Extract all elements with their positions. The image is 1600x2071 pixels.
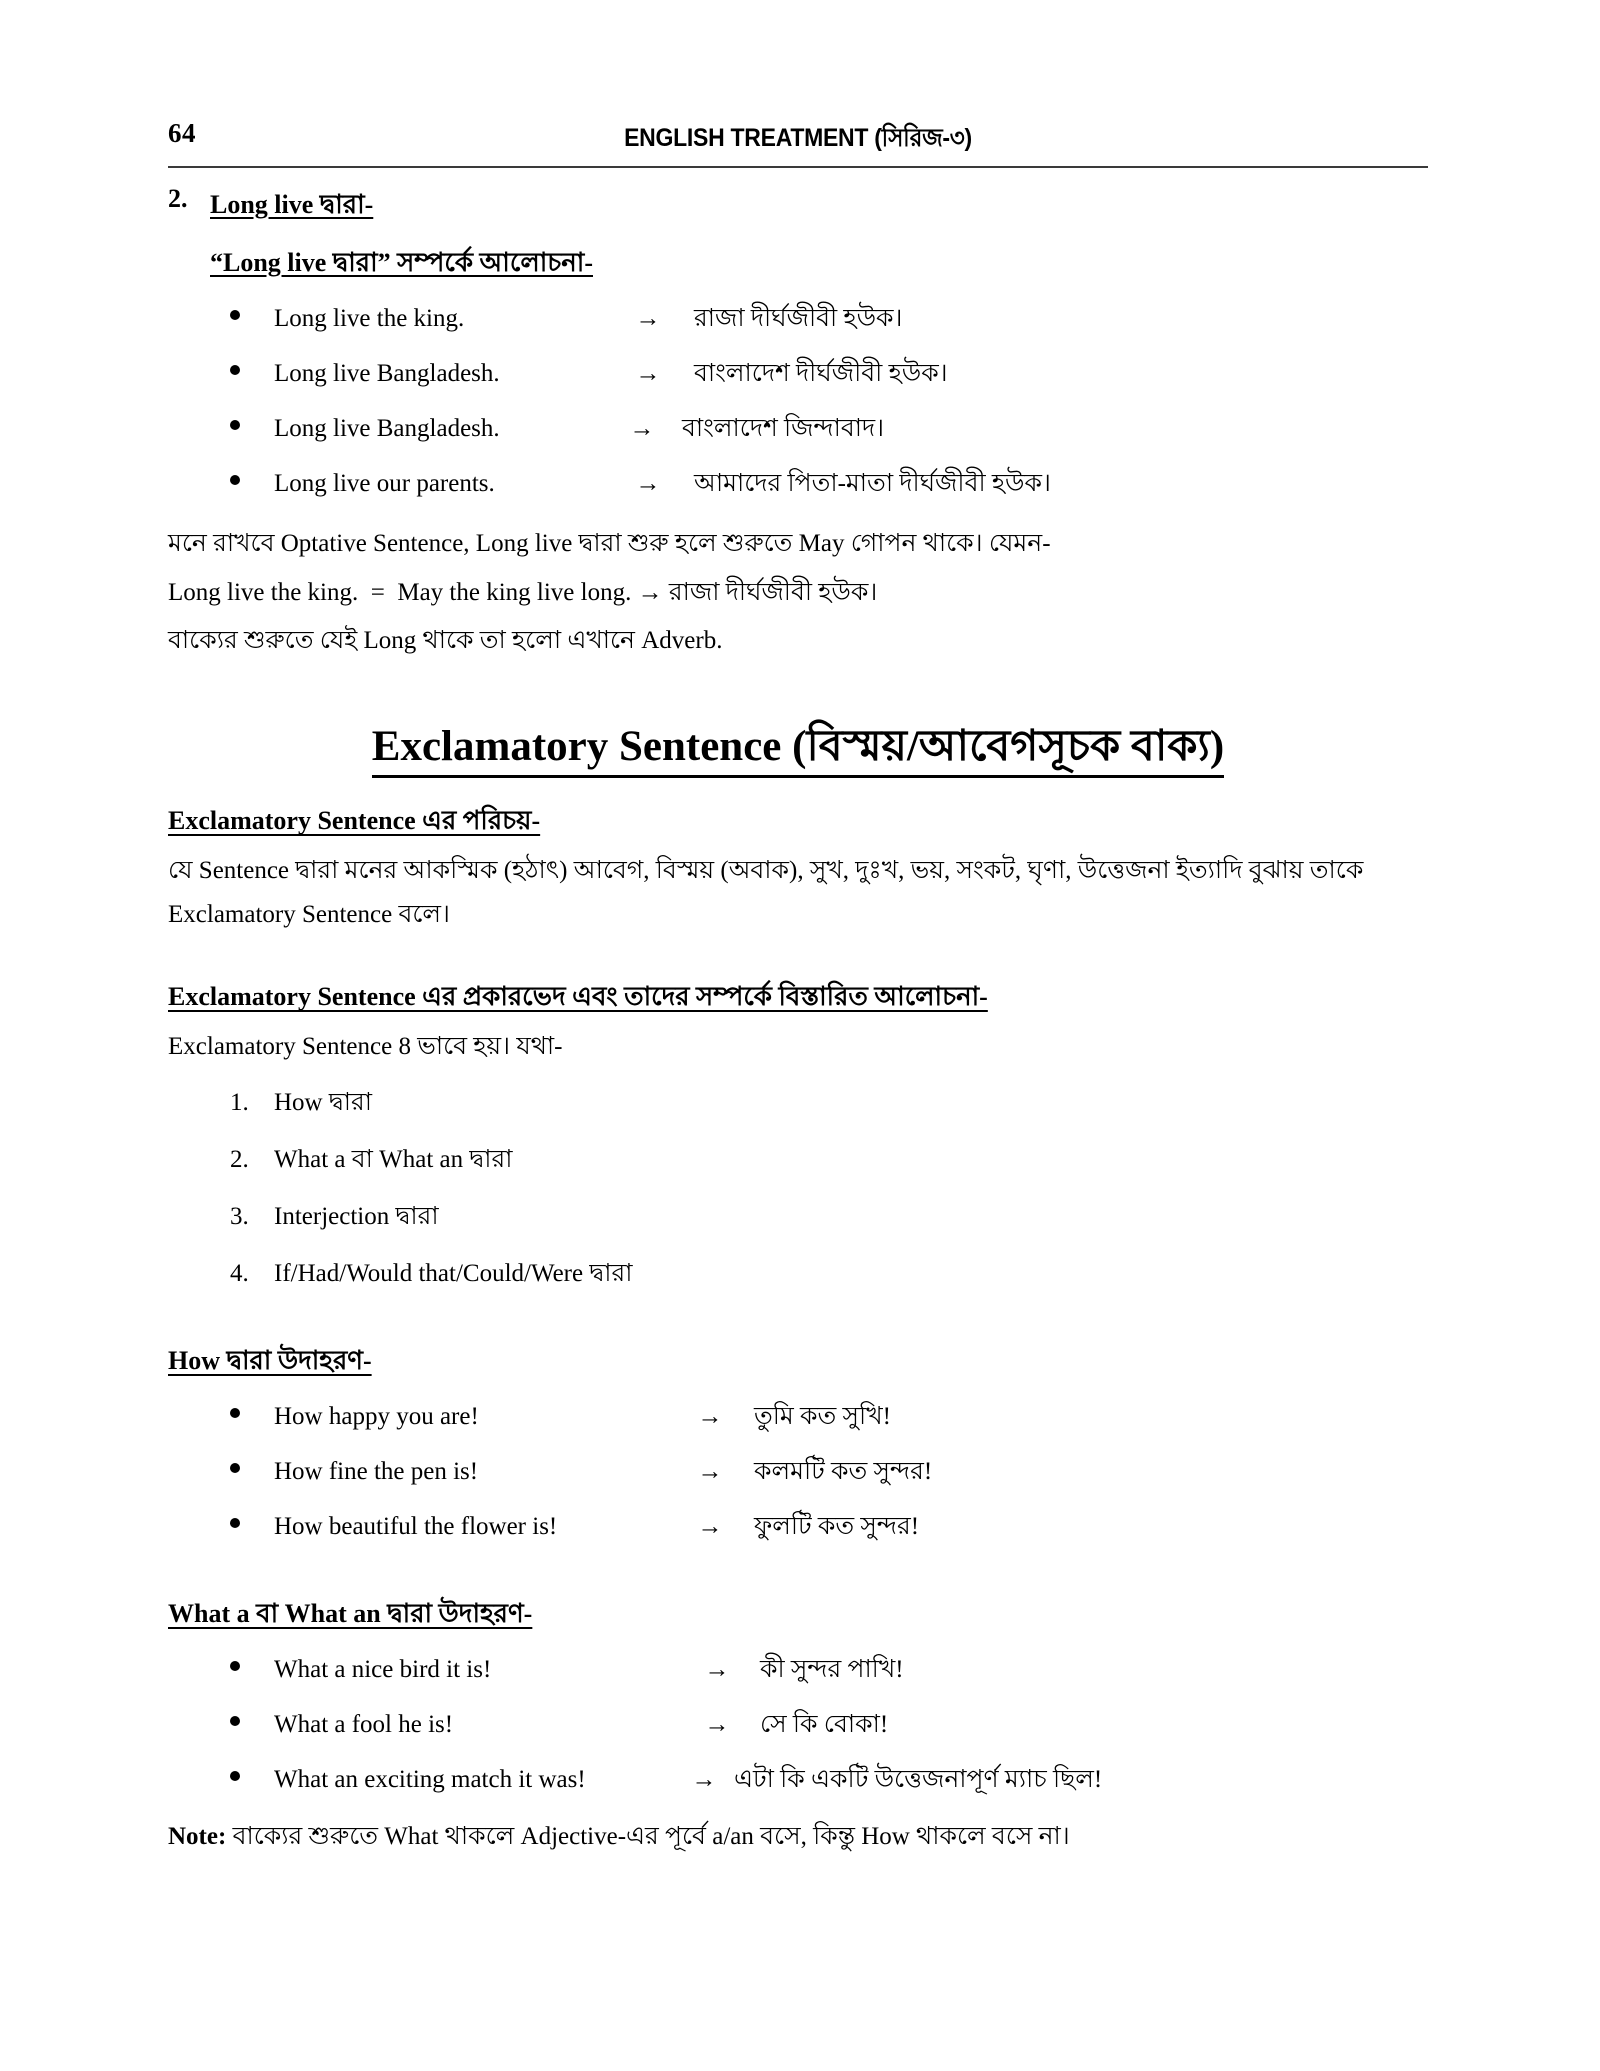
example-english: Long live the king. [274, 305, 465, 332]
example-bangla: বাংলাদেশ দীর্ঘজীবী হউক। [694, 360, 948, 387]
spacer [168, 1296, 1428, 1330]
bullet-dot-icon [230, 1408, 240, 1418]
arrow-icon: → [691, 1766, 717, 1794]
note-label: Note: [168, 1823, 227, 1851]
example-english: Long live Bangladesh. [274, 415, 500, 442]
intro-body-line-1: যে Sentence দ্বারা মনের আকস্মিক (হঠাৎ) আবেগ, বিস্ময় (অবাক), সুখ, দুঃখ, ভয়, সংকট, ঘৃণা, উত্তেজনা ইত্যাদি বুঝায় তাকে [168, 857, 1364, 885]
arrow-icon: → [629, 415, 655, 442]
running-head-title: ENGLISH TREATMENT (সিরিজ-৩) [624, 124, 972, 152]
list-item-label: What a বা What an দ্বারা [274, 1146, 513, 1174]
long-live-note-line-3: বাক্যের শুরুতে যেই Long থাকে তা হলো এখানে Adverb. [168, 627, 723, 654]
list-item [168, 1759, 1428, 1802]
example-english: What an exciting match it was! [274, 1766, 586, 1794]
arrow-icon: → [697, 1458, 723, 1486]
page-content [168, 118, 1428, 1859]
types-lead: Exclamatory Sentence 8 ভাবে হয়। যথা- [168, 1033, 563, 1061]
arrow-icon: → [697, 1513, 723, 1541]
note-text: বাক্যের শুরুতে What থাকলে Adjective-এর পূর্বে a/an বসে, কিন্তু How থাকলে বসে না। [226, 1823, 1070, 1851]
bullet-dot-icon [230, 365, 240, 375]
what-heading-wrap [168, 1593, 1428, 1637]
how-example-list [168, 1396, 1428, 1549]
example-bangla: সে কি বোকা! [760, 1711, 889, 1739]
what-heading: What a বা What an দ্বারা উদাহরণ- [168, 1599, 533, 1629]
arrow-icon: → [704, 1656, 730, 1684]
arrow-icon: → [635, 360, 661, 387]
list-item [168, 1506, 1428, 1549]
bullet-dot-icon [230, 420, 240, 430]
types-heading-wrap [168, 976, 1428, 1020]
example-english: What a fool he is! [274, 1711, 454, 1739]
page-number: 64 [168, 118, 196, 148]
how-heading-wrap [168, 1340, 1428, 1384]
example-english: What a nice bird it is! [274, 1656, 492, 1684]
example-bangla: এটা কি একটি উত্তেজনাপূর্ণ ম্যাচ ছিল! [734, 1766, 1103, 1794]
list-item [168, 1649, 1428, 1692]
list-item-number: 4. [230, 1260, 249, 1288]
what-example-list [168, 1649, 1428, 1802]
bullet-dot-icon [230, 475, 240, 485]
page-title [168, 720, 1428, 779]
bullet-dot-icon [230, 1771, 240, 1781]
section-title: Long live দ্বারা- [210, 190, 374, 219]
intro-heading: Exclamatory Sentence এর পরিচয়- [168, 806, 541, 836]
list-item-number: 2. [230, 1146, 249, 1174]
spacer [168, 1549, 1428, 1583]
example-bangla: রাজা দীর্ঘজীবী হউক। [694, 305, 903, 332]
list-item [168, 1396, 1428, 1439]
arrow-icon: → [635, 470, 661, 497]
example-english: Long live Bangladesh. [274, 360, 500, 387]
bullet-dot-icon [230, 1463, 240, 1473]
how-heading: How দ্বারা উদাহরণ- [168, 1346, 372, 1376]
example-bangla: আমাদের পিতা-মাতা দীর্ঘজীবী হউক। [694, 470, 1051, 497]
list-item-label: If/Had/Would that/Could/Were দ্বারা [274, 1260, 633, 1288]
list-item [168, 408, 1428, 451]
example-english: How fine the pen is! [274, 1458, 479, 1486]
list-item-label: Interjection দ্বারা [274, 1203, 439, 1231]
arrow-icon: → [704, 1711, 730, 1739]
list-item [168, 1451, 1428, 1494]
section-subheading-wrap [210, 242, 1428, 286]
list-item-label: How দ্বারা [274, 1089, 372, 1117]
list-item [168, 353, 1428, 396]
long-live-note-line-2: Long live the king. = May the king live long. → রাজা দীর্ঘজীবী হউক। [168, 578, 878, 606]
example-bangla: কলমটি কত সুন্দর! [754, 1458, 933, 1486]
page-title-text: Exclamatory Sentence (বিস্ময়/আবেগসূচক বাক্য) [372, 720, 1224, 779]
long-live-note-line-1: মনে রাখবে Optative Sentence, Long live দ্বারা শুরু হলে শুরুতে May গোপন থাকে। যেমন- [168, 530, 1051, 557]
types-list [168, 1082, 1428, 1296]
list-item [168, 1139, 1428, 1182]
list-item [168, 1704, 1428, 1747]
list-item [168, 298, 1428, 341]
intro-heading-wrap [168, 800, 1428, 844]
list-item [168, 1196, 1428, 1239]
types-heading: Exclamatory Sentence এর প্রকারভেদ এবং তাদের সম্পর্কে বিস্তারিত আলোচনা- [168, 982, 988, 1012]
example-bangla: তুমি কত সুখি! [754, 1403, 891, 1431]
long-live-example-list [168, 298, 1428, 506]
bullet-dot-icon [230, 1661, 240, 1671]
arrow-icon: → [635, 305, 661, 332]
example-english: How happy you are! [274, 1403, 479, 1431]
what-note [168, 1816, 1428, 1859]
bullet-dot-icon [230, 1518, 240, 1528]
example-bangla: কী সুন্দর পাখি! [760, 1656, 904, 1684]
section-long-live-heading [168, 184, 1428, 228]
section-subheading: “Long live দ্বারা” সম্পর্কে আলোচনা- [210, 248, 593, 277]
example-bangla: বাংলাদেশ জিন্দাবাদ। [682, 415, 885, 442]
intro-body-line-2: Exclamatory Sentence বলে। [168, 901, 450, 929]
example-english: How beautiful the flower is! [274, 1513, 558, 1541]
section-number: 2. [168, 184, 188, 213]
example-bangla: ফুলটি কত সুন্দর! [754, 1513, 920, 1541]
list-item-number: 1. [230, 1089, 249, 1117]
list-item [168, 1082, 1428, 1125]
bullet-dot-icon [230, 310, 240, 320]
bullet-dot-icon [230, 1716, 240, 1726]
header-divider [168, 166, 1428, 168]
arrow-icon: → [697, 1403, 723, 1431]
list-item [168, 1253, 1428, 1296]
list-item [168, 463, 1428, 506]
page-header [168, 118, 1428, 164]
spacer [168, 936, 1428, 970]
list-item-number: 3. [230, 1203, 249, 1231]
example-english: Long live our parents. [274, 470, 495, 497]
